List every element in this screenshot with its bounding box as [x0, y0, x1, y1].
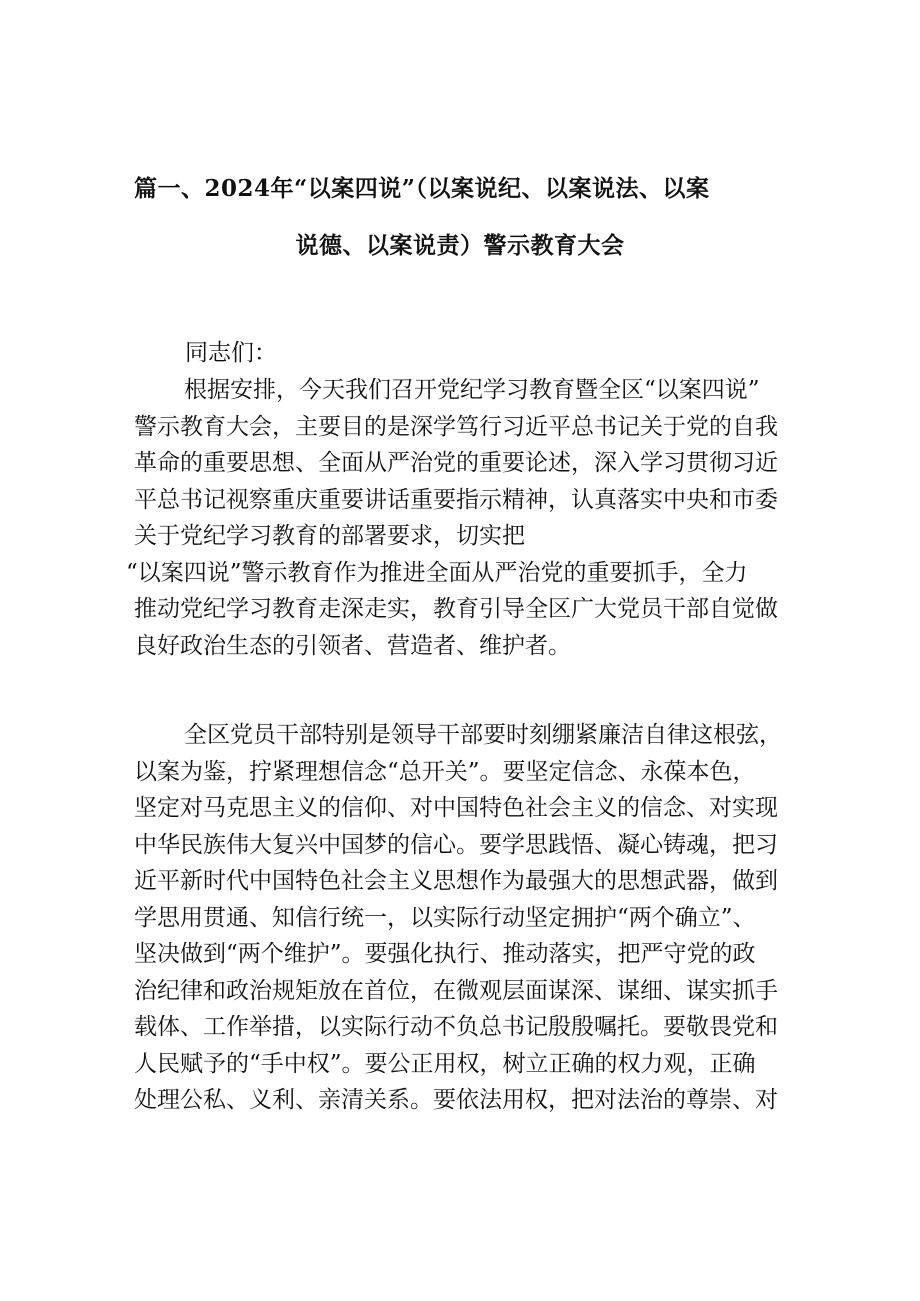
paragraph-line: 学思用贯通、知信行统一，以实际行动坚定拥护“两个确立”、 — [134, 904, 756, 931]
paragraph-line: 警示教育大会，主要目的是深学笃行习近平总书记关于党的自我 — [134, 413, 778, 440]
document-title-line-1: 篇一、2024年“以案四说”（以案说纪、以案说法、以案 — [134, 175, 710, 202]
paragraph-line: 根据安排，今天我们召开党纪学习教育暨全区“以案四说” — [184, 377, 760, 403]
paragraph-line: 推动党纪学习教育走深走实，教育引导全区广大党员干部自觉做 — [134, 596, 778, 622]
paragraph-line: 全区党员干部特别是领导干部要时刻绷紧廉洁自律这根弦， — [184, 722, 782, 748]
paragraph-line: “以案四说”警示教育作为推进全面从严治党的重要抓手，全力 — [126, 559, 748, 586]
paragraph-line: 坚决做到“两个维护”。要强化执行、推动落实，把严守党的政 — [134, 941, 756, 967]
paragraph-line: 人民赋予的“手中权”。要公正用权，树立正确的权力观，正确 — [134, 1050, 756, 1077]
paragraph-line: 关于党纪学习教育的部署要求，切实把 — [134, 523, 525, 549]
paragraph-line: 革命的重要思想、全面从严治党的重要论述，深入学习贯彻习近 — [134, 450, 778, 476]
paragraph-line: 良好政治生态的引领者、营造者、维护者。 — [134, 632, 571, 659]
paragraph-line: 坚定对马克思主义的信仰、对中国特色社会主义的信念、对实现 — [134, 795, 778, 821]
paragraph-line: 处理公私、义利、亲清关系。要依法用权，把对法治的尊崇、对 — [134, 1087, 778, 1113]
document-title-line-2: 说德、以案说责）警示教育大会 — [295, 232, 625, 259]
paragraph-line: 近平新时代中国特色社会主义思想作为最强大的思想武器，做到 — [134, 868, 778, 894]
paragraph-line: 中华民族伟大复兴中国梦的信心。要学思践悟、凝心铸魂，把习 — [134, 831, 778, 858]
paragraph-line: 治纪律和政治规矩放在首位，在微观层面谋深、谋细、谋实抓手 — [134, 977, 778, 1004]
paragraph-line: 以案为鉴，拧紧理想信念“总开关”。要坚定信念、永葆本色， — [134, 758, 756, 785]
paragraph-2 — [134, 717, 794, 1119]
paragraph-line: 平总书记视察重庆重要讲话重要指示精神，认真落实中央和市委 — [134, 486, 778, 513]
salutation: 同志们： — [185, 340, 277, 366]
paragraph-1 — [126, 372, 794, 664]
paragraph-line: 载体、工作举措，以实际行动不负总书记殷殷嘱托。要敬畏党和 — [134, 1014, 778, 1040]
